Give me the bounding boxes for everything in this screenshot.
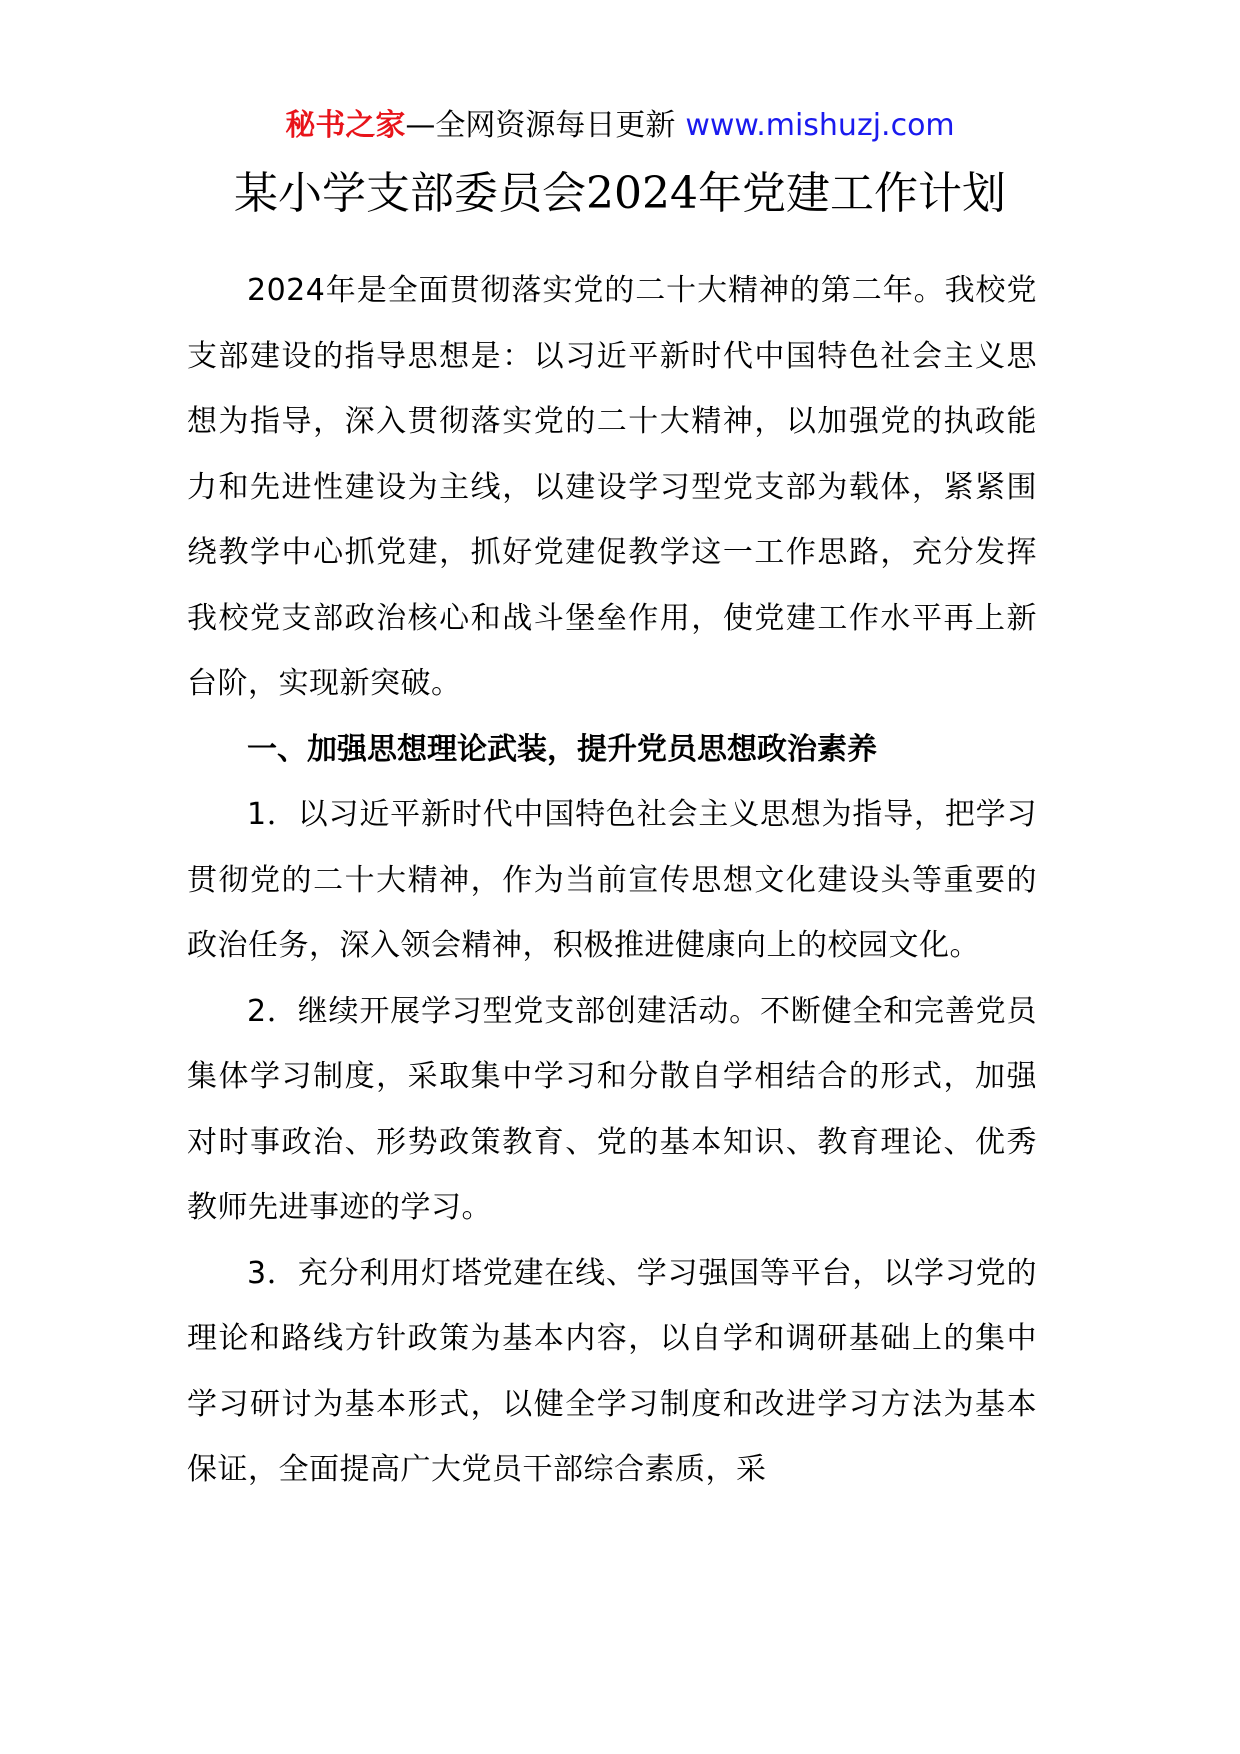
site-header xyxy=(0,104,1240,148)
list-item-3: 3．充分利用灯塔党建在线、学习强国等平台，以学习党的理论和路线方针政策为基本内容，以自学和调研基础上的集中学习研讨为基本形式，以健全学习制度和改进学习方法为基本保证，全面提高广大党员干部综合素质，采 xyxy=(187,1255,1037,1487)
section-heading: 一、加强思想理论武装，提升党员思想政治素养 xyxy=(247,731,877,767)
list-item-1: 1．以习近平新时代中国特色社会主义思想为指导，把学习贯彻党的二十大精神，作为当前宣传思想文化建设头等重要的政治任务，深入领会精神，积极推进健康向上的校园文化。 xyxy=(187,797,1037,963)
document-body xyxy=(187,258,1037,1503)
site-brand: 秘书之家 xyxy=(285,108,406,143)
list-item-2: 2．继续开展学习型党支部创建活动。不断健全和完善党员集体学习制度，采取集中学习和分散自学相结合的形式，加强对时事政治、形势政策教育、党的基本知识、教育理论、优秀教师先进事迹的学习。 xyxy=(187,993,1037,1225)
site-url-link[interactable]: www.mishuzj.com xyxy=(685,108,955,143)
document-title: 某小学支部委员会2024年党建工作计划 xyxy=(234,168,1006,219)
site-tagline: —全网资源每日更新 xyxy=(405,108,676,143)
intro-paragraph: 2024年是全面贯彻落实党的二十大精神的第二年。我校党支部建设的指导思想是：以习近平新时代中国特色社会主义思想为指导，深入贯彻落实党的二十大精神，以加强党的执政能力和先进性建设为主线，以建设学习型党支部为载体，紧紧围绕教学中心抓党建，抓好党建促教学这一工作思路，充分发挥我校党支部政治核心和战斗堡垒作用，使党建工作水平再上新台阶，实现新突破。 xyxy=(187,273,1037,701)
